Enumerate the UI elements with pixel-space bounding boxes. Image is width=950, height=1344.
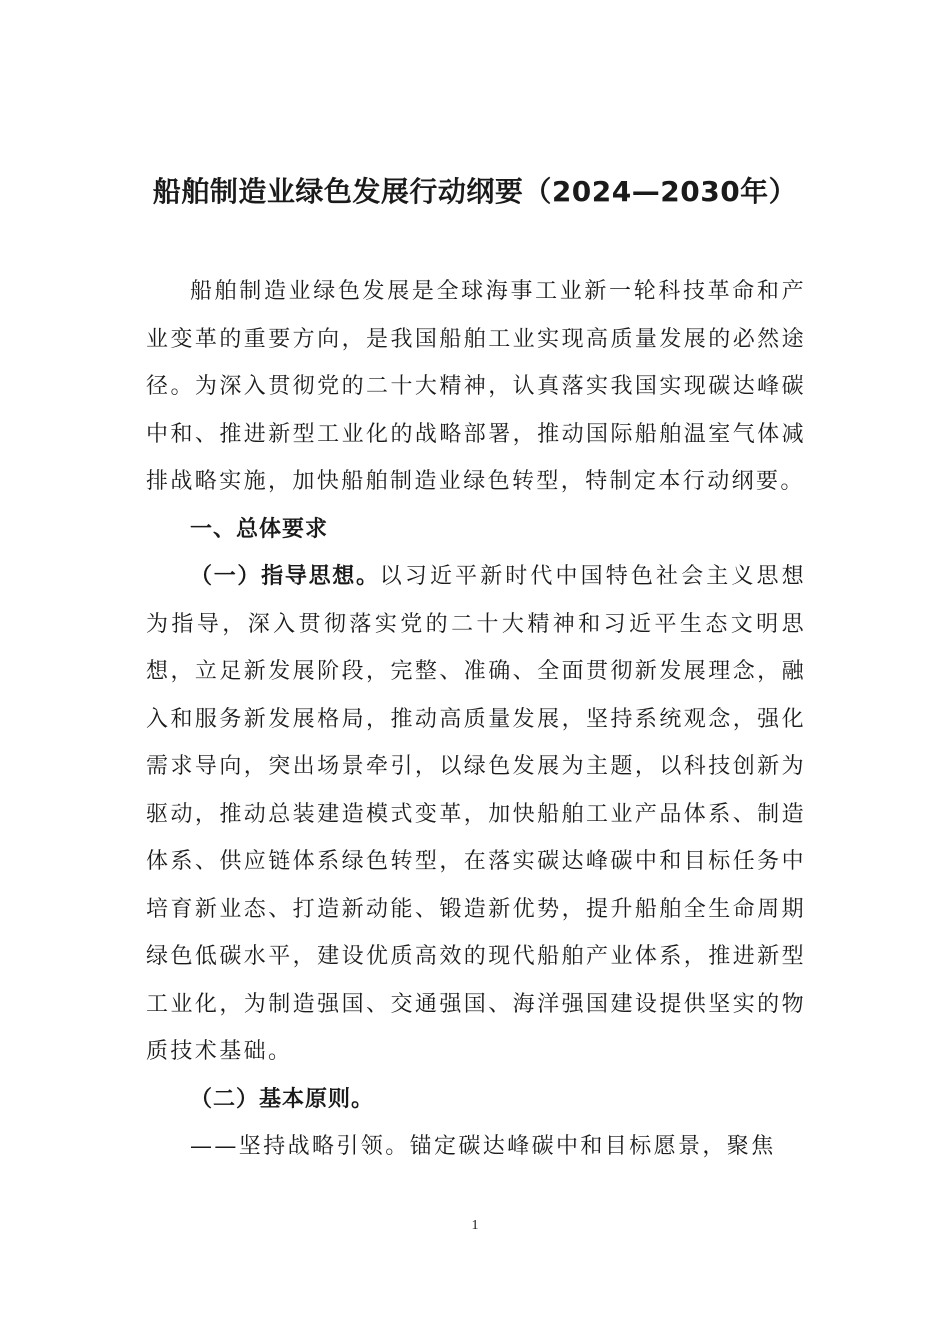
guiding-ideology-text: 以习近平新时代中国特色社会主义思想为指导，深入贯彻落实党的二十大精神和习近平生态文明思想，立足新发展阶段，完整、准确、全面贯彻新发展理念，融入和服务新发展格局，推动高质量发展，坚持系统观念，强化需求导向，突出场景牵引，以绿色发展为主题，以科技创新为驱动，推动总装建造模式变革，加快船舶工业产品体系、制造体系、供应链体系绿色转型，在落实碳达峰碳中和目标任务中培育新业态、打造新动能、锻造新优势，提升船舶全生命周期绿色低碳水平，建设优质高效的现代船舶产业体系，推进新型工业化，为制造强国、交通强国、海洋强国建设提供坚实的物质技术基础。 [146,564,806,1064]
document-title: 船舶制造业绿色发展行动纲要（2024—2030年） [152,175,798,208]
principle-paragraph: ——坚持战略引领。锚定碳达峰碳中和目标愿景，聚焦 [190,1134,776,1159]
document-body [146,268,806,1171]
page-number: 1 [471,1218,479,1233]
guiding-ideology-lead: （一）指导思想。 [190,564,380,589]
guiding-ideology-paragraph [146,553,806,1076]
principles-heading: （二）基本原则。 [190,1086,375,1112]
section-heading: 一、总体要求 [190,516,329,542]
intro-paragraph: 船舶制造业绿色发展是全球海事工业新一轮科技革命和产业变革的重要方向，是我国船舶工业实现高质量发展的必然途径。为深入贯彻党的二十大精神，认真落实我国实现碳达峰碳中和、推进新型工业化的战略部署，推动国际船舶温室气体减排战略实施，加快船舶制造业绿色转型，特制定本行动纲要。 [146,279,806,494]
